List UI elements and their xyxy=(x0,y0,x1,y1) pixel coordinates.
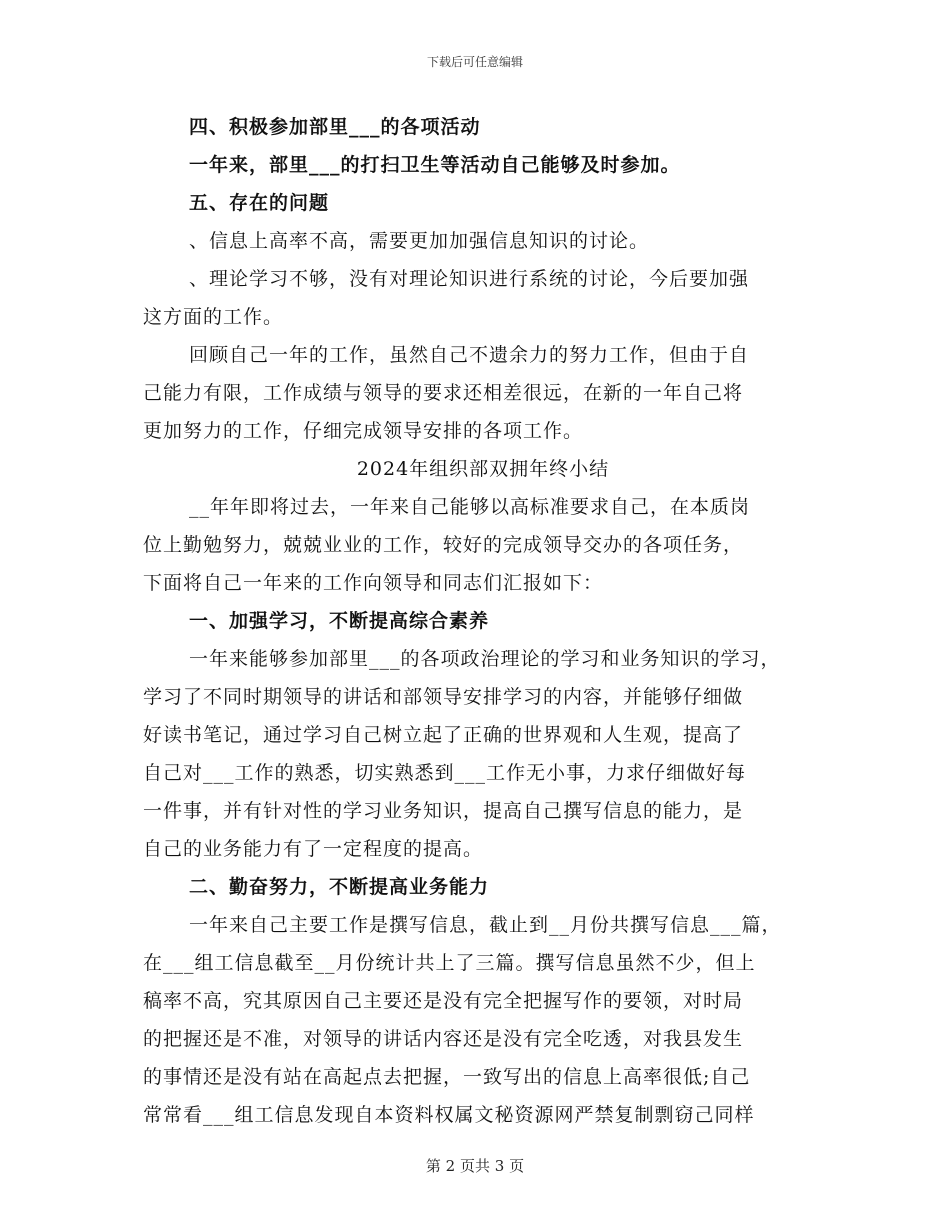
text-line: 更加努力的工作，仔细完成领导安排的各项工作。 xyxy=(143,420,584,442)
text-line: 一件事，并有针对性的学习业务知识，提高自己撰写信息的能力，是 xyxy=(143,800,744,822)
text-line: 一年来，部里___的打扫卫生等活动自己能够及时参加。 xyxy=(189,154,681,176)
text-line: 学习了不同时期领导的讲话和部领导安排学习的内容，并能够仔细做 xyxy=(143,686,744,708)
text-line: 位上勤勉努力，兢兢业业的工作，较好的完成领导交办的各项任务， xyxy=(143,534,744,556)
document-body xyxy=(143,108,823,1134)
text-line: 回顾自己一年的工作，虽然自己不遗余力的努力工作，但由于自 xyxy=(189,344,750,366)
text-line: 五、存在的问题 xyxy=(189,192,330,214)
page-header-note: 下载后可任意编辑 xyxy=(426,55,523,69)
text-line: 、理论学习不够，没有对理论知识进行系统的讨论，今后要加强 xyxy=(189,268,750,290)
text-line: 这方面的工作。 xyxy=(143,306,284,328)
text-line: 一年来自己主要工作是撰写信息，截止到__月份共撰写信息___篇， xyxy=(189,914,782,936)
text-line: 好读书笔记，通过学习自己树立起了正确的世界观和人生观，提高了 xyxy=(143,724,744,746)
section-title: 2024年组织部双拥年终小结 xyxy=(356,458,610,480)
text-line: 在___组工信息截至__月份统计共上了三篇。撰写信息虽然不少，但上 xyxy=(143,952,756,974)
text-line: __年年即将过去，一年来自己能够以高标准要求自己，在本质岗 xyxy=(189,496,751,518)
text-line: 一、加强学习，不断提高综合素养 xyxy=(189,610,490,632)
text-line: 的把握还是不准，对领导的讲话内容还是没有完全吃透，对我县发生 xyxy=(143,1028,744,1050)
text-line: 自己的业务能力有了一定程度的提高。 xyxy=(143,838,484,860)
text-line: 二、勤奋努力，不断提高业务能力 xyxy=(189,876,490,898)
page-number: 第 2 页共 3 页 xyxy=(425,1157,525,1175)
text-line: 己能力有限，工作成绩与领导的要求还相差很远，在新的一年自己将 xyxy=(143,382,744,404)
text-line: 一年来能够参加部里___的各项政治理论的学习和业务知识的学习， xyxy=(189,648,781,670)
text-line: 下面将自己一年来的工作向领导和同志们汇报如下： xyxy=(143,572,604,594)
text-line: 稿率不高，究其原因自己主要还是没有完全把握写作的要领，对时局 xyxy=(143,990,744,1012)
text-line: 常常看___组工信息发现自本资料权属文秘资源网严禁复制剽窃己同样 xyxy=(143,1104,755,1126)
text-line: 的事情还是没有站在高起点去把握，一致写出的信息上高率很低;自己 xyxy=(143,1066,751,1088)
text-line: 四、积极参加部里___的各项活动 xyxy=(189,116,481,138)
text-line: 自己对___工作的熟悉，切实熟悉到___工作无小事，力求仔细做好每 xyxy=(143,762,747,784)
text-line: 、信息上高率不高，需要更加加强信息知识的讨论。 xyxy=(189,230,650,252)
